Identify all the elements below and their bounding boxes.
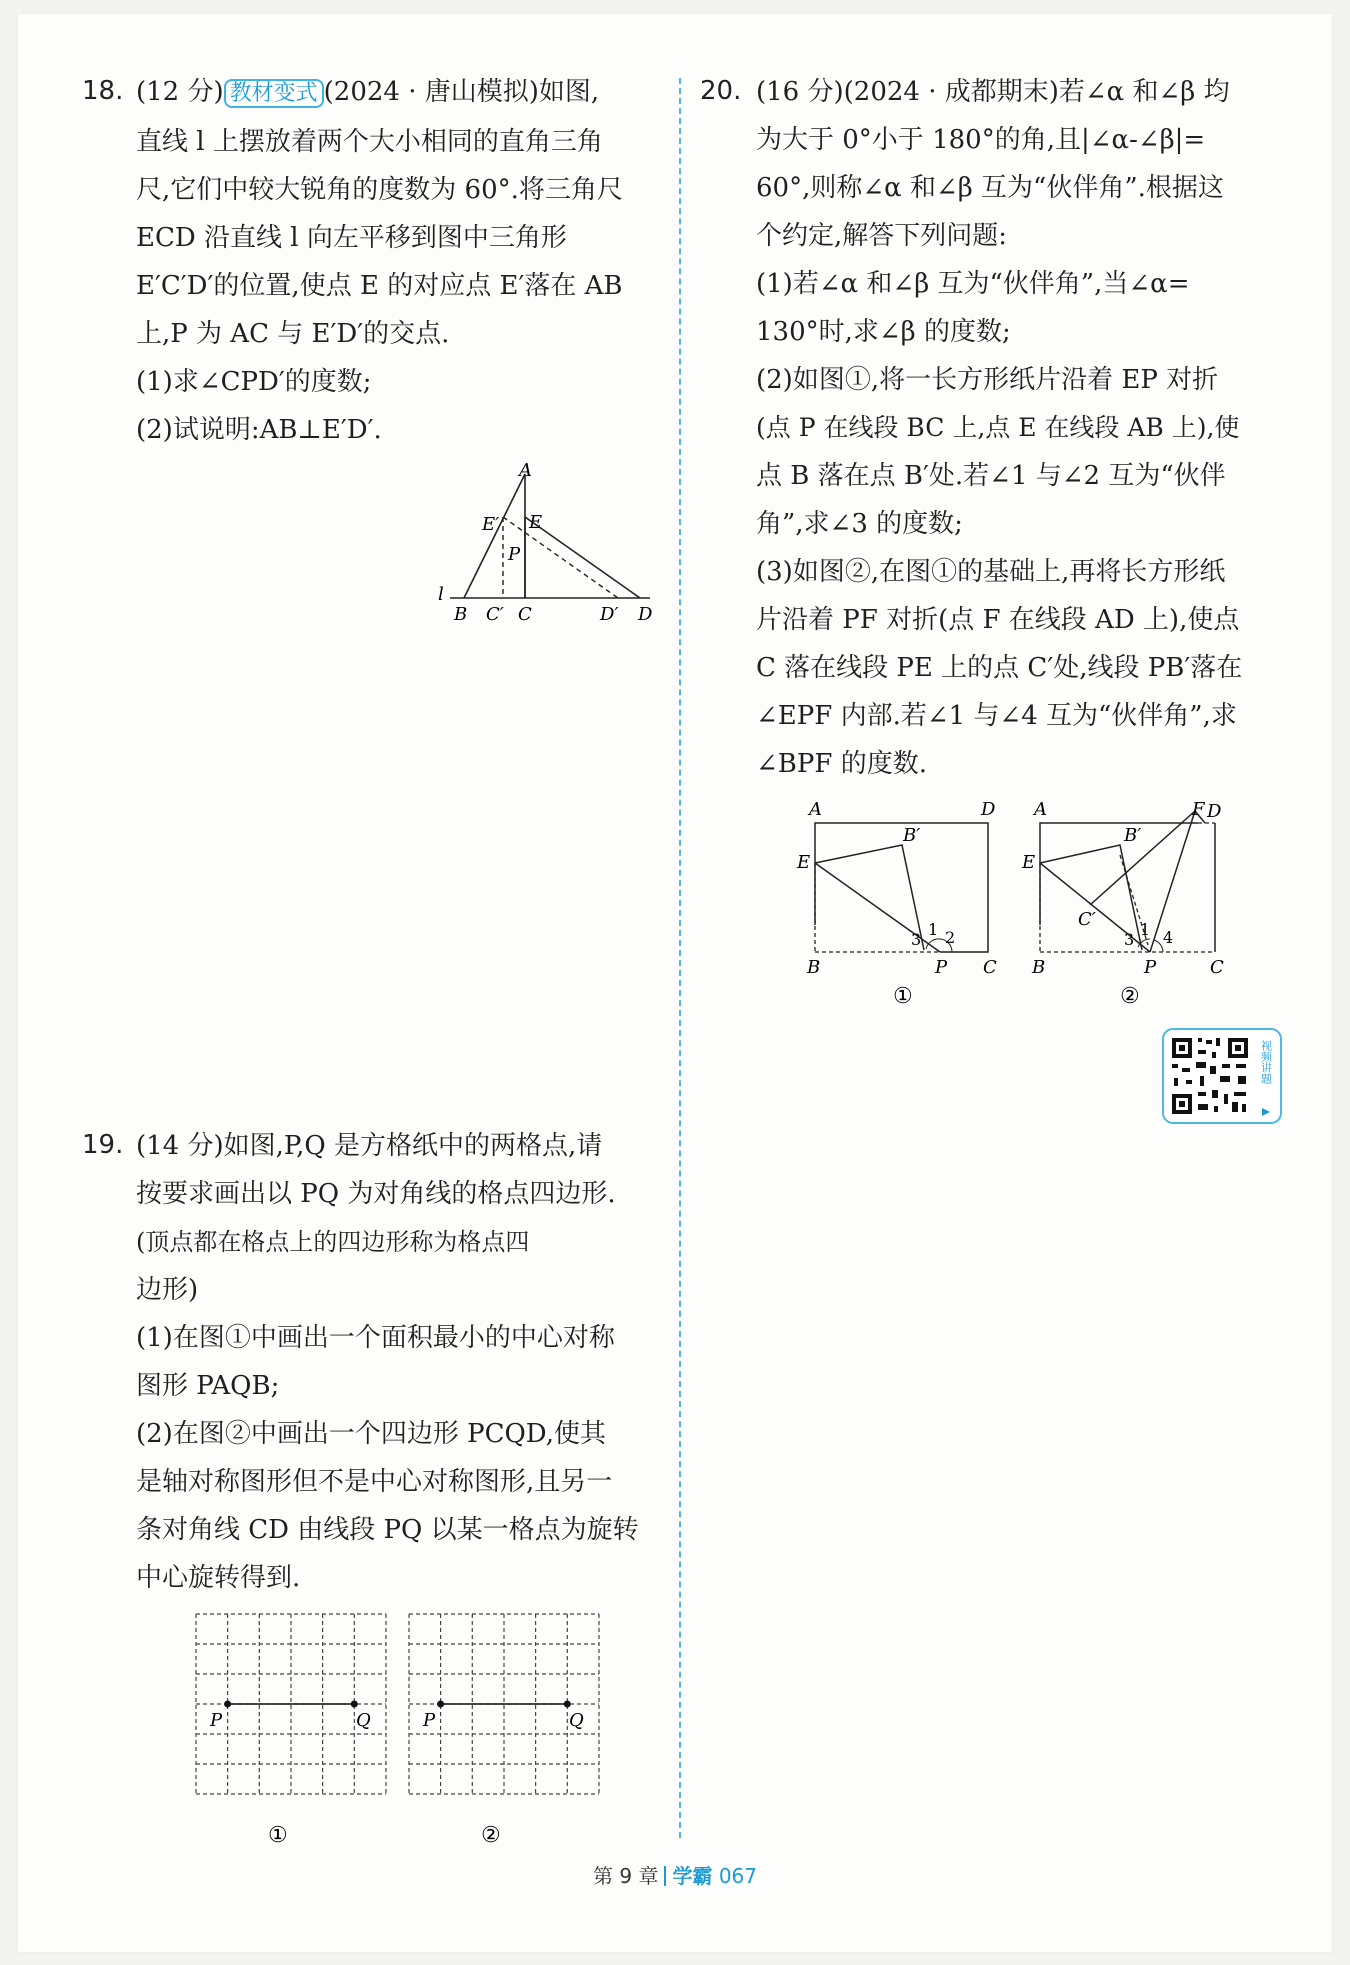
q20-line: 个约定,解答下列问题: bbox=[756, 221, 1008, 251]
label-A: A bbox=[809, 799, 822, 820]
label-C-prime: C′ bbox=[1078, 909, 1096, 930]
question-18-text bbox=[136, 68, 666, 454]
label-B: B bbox=[454, 604, 468, 625]
label-E-prime: E′ bbox=[482, 514, 500, 535]
caption-1: ① bbox=[268, 1823, 288, 1848]
q19-line: 边形) bbox=[136, 1275, 199, 1305]
page-number: 067 bbox=[718, 1864, 757, 1888]
q19-line: (14 分)如图,P,Q 是方格纸中的两格点,请 bbox=[136, 1131, 603, 1161]
q18-part2: (2)试说明:AB⊥E′D′. bbox=[136, 415, 382, 445]
q18-line: ECD 沿直线 l 向左平移到图中三角形 bbox=[136, 223, 567, 253]
qr-caption: 视频讲题 bbox=[1259, 1040, 1273, 1084]
question-19-number: 19. bbox=[82, 1130, 124, 1160]
q18-line: 上,P 为 AC 与 E′D′的交点. bbox=[136, 319, 450, 349]
angle-3: 3 bbox=[1124, 930, 1135, 949]
label-P: P bbox=[935, 957, 948, 978]
question-18-number: 18. bbox=[82, 76, 124, 106]
label-C: C bbox=[518, 604, 532, 625]
q20-line: 60°,则称∠α 和∠β 互为“伙伴角”.根据这 bbox=[756, 173, 1224, 203]
label-C: C bbox=[1210, 957, 1224, 978]
q20-line: (16 分)(2024 · 成都期末)若∠α 和∠β 均 bbox=[756, 77, 1230, 107]
q20-part1: (1)若∠α 和∠β 互为“伙伴角”,当∠α= bbox=[756, 269, 1190, 299]
label-C: C bbox=[983, 957, 997, 978]
q18-part1: (1)求∠CPD′的度数; bbox=[136, 367, 372, 397]
label-A: A bbox=[1034, 799, 1047, 820]
label-E: E bbox=[529, 512, 543, 533]
q19-part2: (2)在图②中画出一个四边形 PCQD,使其 bbox=[136, 1419, 606, 1449]
q19-line: (顶点都在格点上的四边形称为格点四 bbox=[136, 1228, 530, 1256]
q19-part1: (1)在图①中画出一个面积最小的中心对称 bbox=[136, 1323, 615, 1353]
q20-line: (点 P 在线段 BC 上,点 E 在线段 AB 上),使 bbox=[756, 413, 1240, 442]
q18-line: 尺,它们中较大锐角的度数为 60°.将三角尺 bbox=[136, 175, 623, 205]
label-P: P bbox=[1144, 957, 1157, 978]
caption-1: ① bbox=[893, 984, 913, 1009]
q20-figure-2 bbox=[1020, 795, 1240, 1010]
label-P: P bbox=[423, 1710, 436, 1731]
q20-part3: (3)如图②,在图①的基础上,再将长方形纸 bbox=[756, 557, 1226, 587]
angle-4: 4 bbox=[1163, 928, 1174, 947]
label-B: B bbox=[807, 957, 821, 978]
q20-line: ∠BPF 的度数. bbox=[756, 749, 927, 779]
label-E: E bbox=[1022, 852, 1036, 873]
q20-line: 为大于 0°小于 180°的角,且|∠α-∠β|= bbox=[756, 125, 1206, 155]
label-P: P bbox=[210, 1710, 223, 1731]
label-B-prime: B′ bbox=[1124, 825, 1142, 846]
caption-2: ② bbox=[1120, 984, 1140, 1009]
label-B-prime: B′ bbox=[903, 825, 921, 846]
label-Q: Q bbox=[356, 1710, 371, 1731]
label-Q: Q bbox=[569, 1710, 584, 1731]
q20-line: 点 B 落在点 B′处.若∠1 与∠2 互为“伙伴 bbox=[756, 461, 1226, 491]
question-20-number: 20. bbox=[700, 76, 742, 106]
q18-line: E′C′D′的位置,使点 E 的对应点 E′落在 AB bbox=[136, 271, 623, 301]
q18-figure bbox=[430, 462, 670, 632]
question-20-text bbox=[756, 68, 1296, 788]
brand-label: 学霸 bbox=[672, 1864, 713, 1888]
label-D-prime: D′ bbox=[600, 604, 619, 625]
label-B: B bbox=[1032, 957, 1046, 978]
label-C-prime: C′ bbox=[486, 604, 504, 625]
q18-score: (12 分) bbox=[136, 77, 224, 107]
question-19-text bbox=[136, 1122, 666, 1602]
column-divider bbox=[679, 78, 681, 1838]
angle-1: 1 bbox=[1140, 920, 1151, 939]
angle-1: 1 bbox=[928, 920, 939, 939]
textbook-variant-badge: 教材变式 bbox=[224, 79, 324, 108]
label-P: P bbox=[508, 544, 521, 565]
chapter-label: 第 9 章 bbox=[593, 1864, 659, 1888]
footer-separator bbox=[664, 1866, 666, 1886]
page-footer bbox=[0, 1860, 1350, 1889]
q20-figure-1 bbox=[795, 795, 1015, 1010]
q19-line: 是轴对称图形但不是中心对称图形,且另一 bbox=[136, 1467, 613, 1497]
label-A: A bbox=[519, 462, 532, 481]
angle-3: 3 bbox=[911, 930, 922, 949]
q19-grid-1 bbox=[192, 1610, 392, 1850]
q20-line: 130°时,求∠β 的度数; bbox=[756, 317, 1011, 347]
angle-2: 2 bbox=[945, 928, 956, 947]
label-l: l bbox=[438, 584, 444, 605]
label-E: E bbox=[797, 852, 811, 873]
qr-code-icon bbox=[1162, 1028, 1282, 1124]
label-D: D bbox=[1207, 801, 1222, 822]
q18-line: 直线 l 上摆放着两个大小相同的直角三角 bbox=[136, 127, 603, 157]
q19-line: 按要求画出以 PQ 为对角线的格点四边形. bbox=[136, 1179, 616, 1209]
q20-part2: (2)如图①,将一长方形纸片沿着 EP 对折 bbox=[756, 365, 1219, 395]
q20-line: 片沿着 PF 对折(点 F 在线段 AD 上),使点 bbox=[756, 605, 1240, 635]
qr-code[interactable] bbox=[1162, 1028, 1282, 1124]
q19-line: 中心旋转得到. bbox=[136, 1563, 301, 1593]
q20-line: C 落在线段 PE 上的点 C′处,线段 PB′落在 bbox=[756, 653, 1243, 683]
caption-2: ② bbox=[481, 1823, 501, 1848]
q18-source: (2024 · 唐山模拟)如图, bbox=[323, 77, 600, 107]
q19-grid-2 bbox=[405, 1610, 605, 1850]
q19-line: 图形 PAQB; bbox=[136, 1371, 280, 1401]
label-F: F bbox=[1192, 799, 1205, 820]
q20-line: 角”,求∠3 的度数; bbox=[756, 509, 963, 539]
label-D: D bbox=[981, 799, 996, 820]
q20-line: ∠EPF 内部.若∠1 与∠4 互为“伙伴角”,求 bbox=[756, 701, 1237, 731]
q19-line: 条对角线 CD 由线段 PQ 以某一格点为旋转 bbox=[136, 1515, 639, 1545]
label-D: D bbox=[638, 604, 653, 625]
